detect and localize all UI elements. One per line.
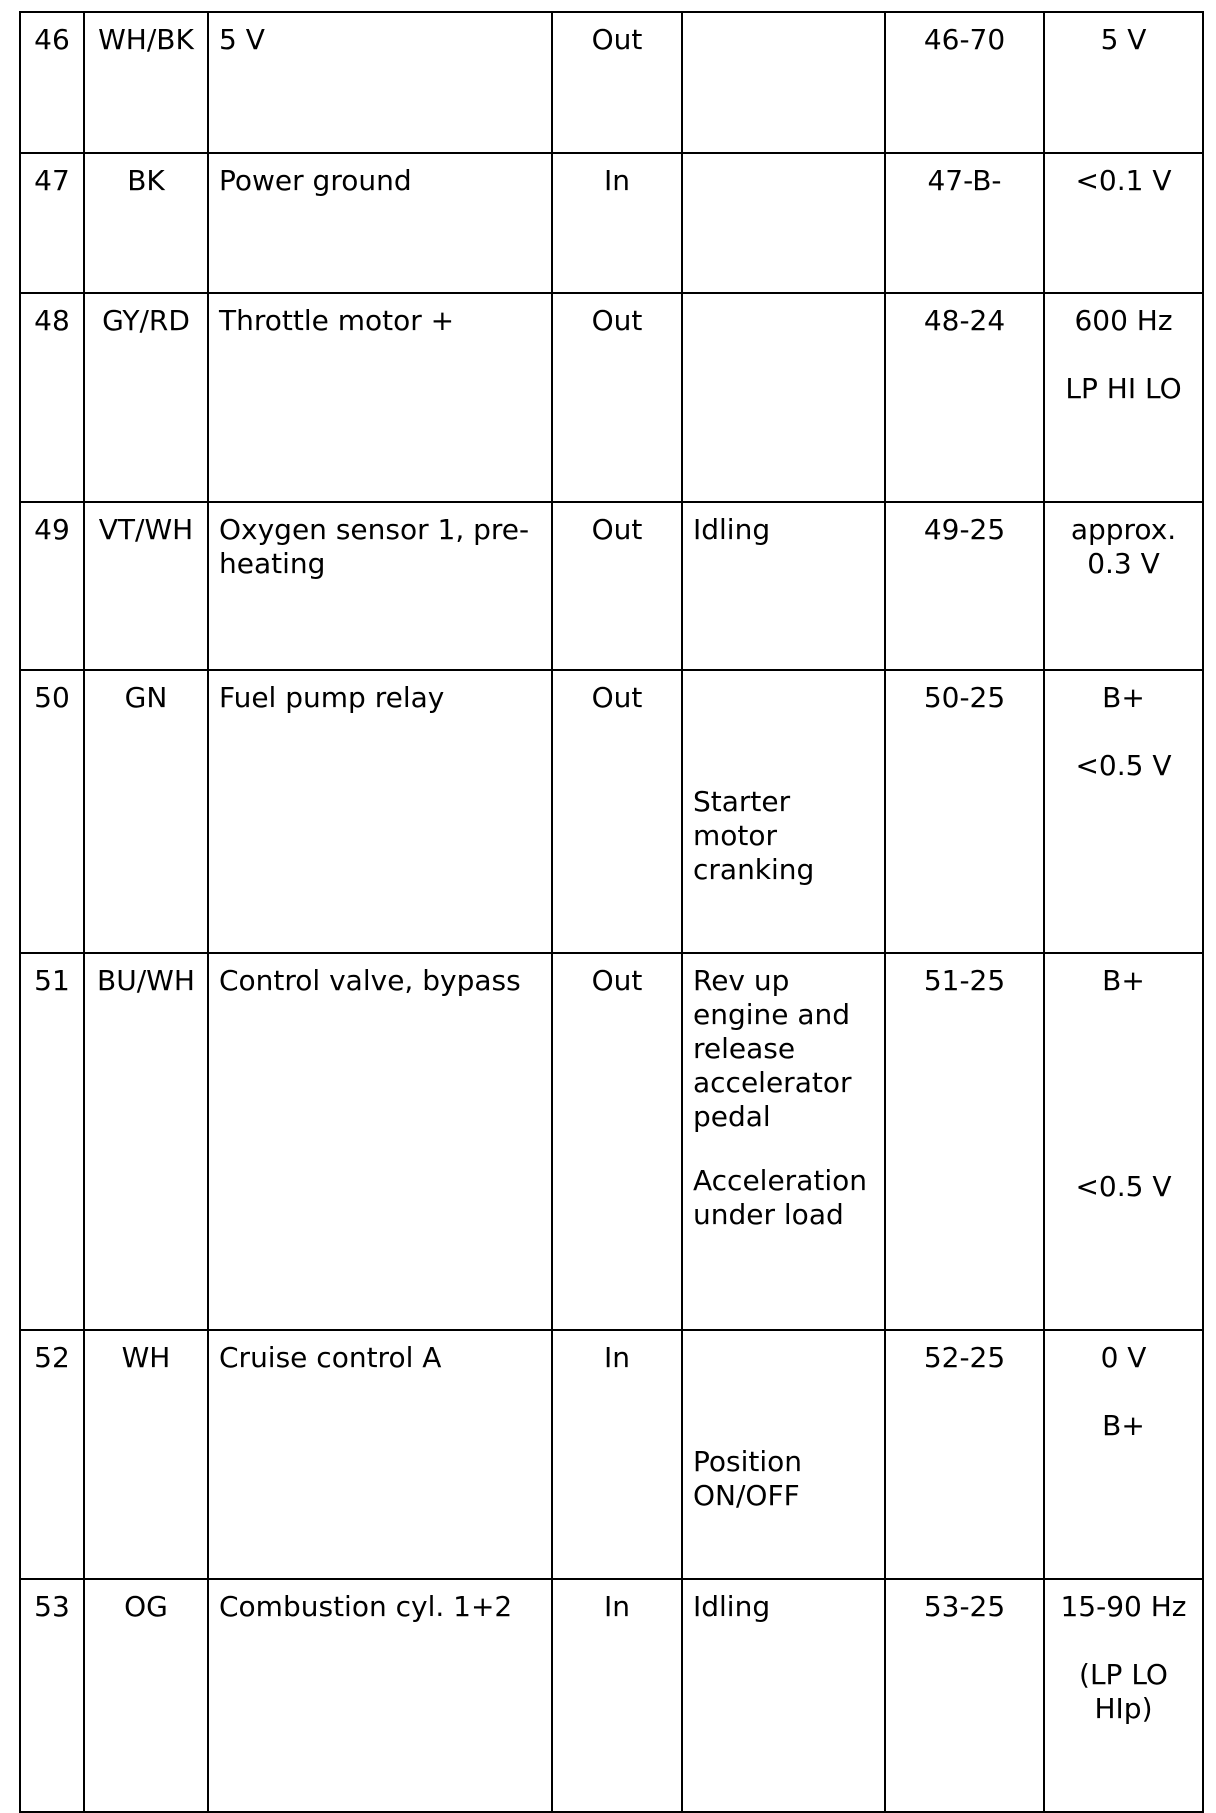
nominal-line: 0 V xyxy=(1100,1341,1147,1374)
test-condition xyxy=(682,153,885,293)
test-connection: 46-70 xyxy=(885,12,1044,153)
test-condition xyxy=(682,670,885,953)
test-connection: 52-25 xyxy=(885,1330,1044,1579)
description: 5 V xyxy=(208,12,552,153)
direction: Out xyxy=(552,670,682,953)
nominal-value xyxy=(1044,1579,1203,1812)
nominal-line: <0.5 V xyxy=(1075,1170,1172,1203)
condition-line: under load xyxy=(693,1198,844,1231)
table-row xyxy=(20,293,1203,502)
nominal-line: <0.1 V xyxy=(1075,164,1172,197)
nominal-line: 0.3 V xyxy=(1087,547,1160,580)
test-connection: 48-24 xyxy=(885,293,1044,502)
pin-number: 52 xyxy=(20,1330,84,1579)
direction: Out xyxy=(552,12,682,153)
direction: In xyxy=(552,1330,682,1579)
wire-color: BK xyxy=(84,153,208,293)
pin-number: 48 xyxy=(20,293,84,502)
nominal-line: 5 V xyxy=(1100,23,1147,56)
direction: Out xyxy=(552,953,682,1330)
nominal-line: approx. xyxy=(1070,513,1177,546)
pin-number: 46 xyxy=(20,12,84,153)
condition-line: Starter xyxy=(693,785,791,818)
nominal-value xyxy=(1044,153,1203,293)
wire-color: GY/RD xyxy=(84,293,208,502)
test-connection: 53-25 xyxy=(885,1579,1044,1812)
condition-line: motor xyxy=(693,819,778,852)
wire-color: WH xyxy=(84,1330,208,1579)
table-row xyxy=(20,502,1203,670)
nominal-line: B+ xyxy=(1102,1409,1145,1442)
description: Power ground xyxy=(208,153,552,293)
description-line: Oxygen sensor 1, pre- xyxy=(219,513,530,546)
table-row xyxy=(20,1330,1203,1579)
nominal-line: 600 Hz xyxy=(1074,304,1173,337)
wire-color: WH/BK xyxy=(84,12,208,153)
wire-color: VT/WH xyxy=(84,502,208,670)
pin-assignment-table xyxy=(19,11,1204,1813)
condition-line: cranking xyxy=(693,853,815,886)
wire-color: BU/WH xyxy=(84,953,208,1330)
table-row xyxy=(20,153,1203,293)
condition-line: Rev up xyxy=(693,964,790,997)
nominal-line: (LP LO xyxy=(1079,1658,1168,1691)
nominal-line: B+ xyxy=(1102,964,1145,997)
direction: Out xyxy=(552,293,682,502)
test-condition xyxy=(682,293,885,502)
condition-line: release xyxy=(693,1032,796,1065)
nominal-value xyxy=(1044,293,1203,502)
pin-number: 53 xyxy=(20,1579,84,1812)
nominal-line: <0.5 V xyxy=(1075,749,1172,782)
test-connection: 50-25 xyxy=(885,670,1044,953)
description: Fuel pump relay xyxy=(208,670,552,953)
table-row xyxy=(20,12,1203,153)
test-condition xyxy=(682,1330,885,1579)
condition-line: pedal xyxy=(693,1100,771,1133)
nominal-value xyxy=(1044,953,1203,1330)
nominal-line: HIp) xyxy=(1094,1692,1153,1725)
table-row xyxy=(20,953,1203,1330)
nominal-line: 15-90 Hz xyxy=(1060,1590,1187,1623)
wire-color: GN xyxy=(84,670,208,953)
description: Throttle motor + xyxy=(208,293,552,502)
description xyxy=(208,502,552,670)
condition-line: accelerator xyxy=(693,1066,852,1099)
nominal-value xyxy=(1044,502,1203,670)
pin-number: 50 xyxy=(20,670,84,953)
test-condition: Idling xyxy=(682,502,885,670)
nominal-value xyxy=(1044,12,1203,153)
test-connection: 51-25 xyxy=(885,953,1044,1330)
nominal-value xyxy=(1044,670,1203,953)
condition-line: Acceleration xyxy=(693,1164,867,1197)
direction: In xyxy=(552,1579,682,1812)
table-row xyxy=(20,1579,1203,1812)
nominal-line: B+ xyxy=(1102,681,1145,714)
direction: Out xyxy=(552,502,682,670)
condition-line: engine and xyxy=(693,998,851,1031)
test-connection: 47-B- xyxy=(885,153,1044,293)
test-connection: 49-25 xyxy=(885,502,1044,670)
pin-number: 47 xyxy=(20,153,84,293)
pin-number: 49 xyxy=(20,502,84,670)
condition-line: Position xyxy=(693,1445,803,1478)
pin-number: 51 xyxy=(20,953,84,1330)
table-row xyxy=(20,670,1203,953)
test-condition xyxy=(682,953,885,1330)
nominal-value xyxy=(1044,1330,1203,1579)
description: Cruise control A xyxy=(208,1330,552,1579)
description: Control valve, bypass xyxy=(208,953,552,1330)
test-condition xyxy=(682,12,885,153)
direction: In xyxy=(552,153,682,293)
description: Combustion cyl. 1+2 xyxy=(208,1579,552,1812)
test-condition: Idling xyxy=(682,1579,885,1812)
wire-color: OG xyxy=(84,1579,208,1812)
condition-line: ON/OFF xyxy=(693,1479,800,1512)
nominal-line: LP HI LO xyxy=(1065,372,1182,405)
description-line: heating xyxy=(219,547,326,580)
